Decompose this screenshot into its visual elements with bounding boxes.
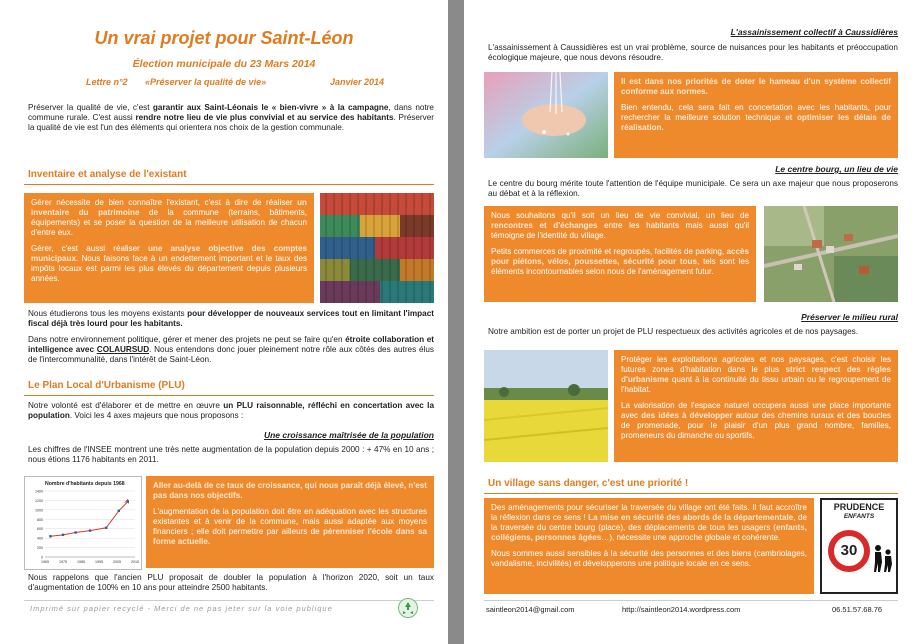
section-village-securite-title: Un village sans danger, c'est une priorité !: [488, 478, 689, 489]
section-centre-bourg-title: Le centre bourg, un lieu de vie: [775, 164, 898, 174]
chart-xtick-label: 2015: [131, 560, 139, 564]
election-subtitle: Élection municipale du 23 Mars 2014: [132, 58, 316, 70]
axis-croissance-title: Une croissance maîtrisée de la population: [263, 430, 434, 440]
intro-paragraph: Préserver la qualité de vie, c'est garantir aux Saint-Léonais le « bien-vivre » à la campagne, dans notre commune rurale. C'est aussi rendre notre lieu de vie plus convivial et au service des habitants. Préserver la qualité de vie est l'un des éléments qui orientera nos choix de la gestion communale.: [28, 103, 434, 133]
chart-ytick-label: 1200: [35, 498, 43, 503]
centre-bourg-box: Nous souhaitons qu'il soit un lieu de vie convivial, un lieu de rencontres et d'échanges entre les habitants mais aussi qu'il témoigne de l'identité du village. Petits commerces de proximité et regroupés, facilités de parking, accès pour piétons, vélos, poussettes, sécurité pour tous, tels sont les éléments incontournables selon nous de l'aménagement futur.: [484, 206, 756, 302]
section-inventaire-title: Inventaire et analyse de l'existant: [28, 169, 187, 180]
chart-data-point: [74, 531, 76, 533]
footer-divider: [24, 600, 434, 601]
chart-data-point: [127, 500, 129, 502]
letter-number: Lettre n°2: [86, 77, 128, 87]
centre-bourg-paragraph: Le centre du bourg mérite toute l'attention de l'équipe municipale. Ce sera un axe majeur que nous proposerons au débat et à la réflexion.: [488, 179, 898, 199]
assainissement-box: Il est dans nos priorités de doter le hameau d'un système collectif conforme aux normes. Bien entendu, cela sera fait en concertation avec les habitants, pour rechercher la meilleure solution technique et optimiser les délais de réalisation.: [614, 72, 898, 158]
milieu-rural-paragraph: Notre ambition est de porter un projet de PLU respectueux des activités agricoles et de nos paysages.: [488, 327, 859, 336]
section-plu-title: Le Plan Local d'Urbanisme (PLU): [28, 380, 185, 391]
aerial-village-photo: [764, 206, 898, 302]
sign-prudence-label: PRUDENCE: [833, 502, 885, 512]
chart-ytick-label: 600: [37, 527, 43, 532]
chart-xtick-label: 1985: [77, 560, 85, 564]
newsletter-title: Un vrai projet pour Saint-Léon: [94, 28, 354, 48]
chart-title: Nombre d'habitants depuis 1968: [45, 481, 125, 487]
prudence-enfants-sign: [820, 498, 898, 594]
collaboration-paragraph: Dans notre environnement politique, gérer et mener des projets ne peut se faire qu'en étroite collaboration et intelligence avec COLAURSUD. Nous entendons donc jouer pleinement notre rôle aux côtés des autres élus de l'intercommunalité, dans l'intérêt de Saint-Léon.: [28, 335, 434, 365]
plu-paragraph: Notre volonté est d'élaborer et de mettre en œuvre un PLU raisonnable, réfléchi en concertation avec la population. Voici les 4 axes majeurs que nous proposons :: [28, 401, 435, 421]
population-chart: [24, 476, 142, 570]
children-crossing-icon: [872, 544, 894, 574]
chart-ytick-label: 0: [41, 555, 43, 560]
section-divider: [484, 493, 898, 494]
chart-data-point: [62, 534, 64, 536]
letter-info-line: [0, 77, 448, 89]
chart-xtick-label: 2005: [113, 560, 121, 564]
croissance-box: Aller au-delà de ce taux de croissance, qui nous paraît déjà élevé, n'est pas dans nos objectifs. L'augmentation de la population doit être en adéquation avec les structures existantes et à venir de la commune, mais aussi adaptée aux moyens financiers ; elle doit permettre par ailleurs de pérenniser l'école dans sa forme actuelle.: [146, 476, 434, 568]
insee-paragraph: Les chiffres de l'INSEE montrent une très nette augmentation de la population depuis 2000 : + 47% en 10 ans ; nous étions 1176 habitants en 2011.: [28, 445, 434, 465]
section-divider: [24, 395, 434, 396]
chart-ytick-label: 800: [37, 517, 43, 522]
speed-limit-icon: [828, 530, 870, 572]
left-page: [0, 0, 448, 644]
ancien-plu-paragraph: Nous rappelons que l'ancien PLU proposait de doubler la population à l'horizon 2020, soit un taux d'augmentation de 100% en 10 ans pour atteindre 2500 habitants.: [28, 573, 434, 593]
contact-phone: 06.51.57.68.76: [832, 605, 883, 614]
chart-ytick-label: 1000: [35, 508, 43, 513]
chart-data-point: [89, 529, 91, 531]
chart-xtick-label: 1975: [59, 560, 67, 564]
containers-photo: [320, 193, 434, 303]
footer-divider: [484, 600, 898, 601]
chart-ytick-label: 1400: [35, 489, 43, 494]
sign-enfants-label: ENFANTS: [843, 513, 875, 520]
study-paragraph: Nous étudierons tous les moyens existants pour développer de nouveaux services tout en limitant l'impact fiscal déjà très lourd pour les habitants.: [28, 309, 435, 329]
rapeseed-field-photo: [484, 350, 608, 462]
speed-limit-value: 30: [840, 542, 858, 559]
recycled-paper-notice: Imprimé sur papier recyclé - Merci de ne pas jeter sur la voie publique: [30, 604, 333, 613]
water-hands-photo: [484, 72, 608, 158]
population-chart-svg: [25, 477, 141, 569]
chart-data-point: [118, 510, 120, 512]
inventaire-box: Gérer nécessite de bien connaître l'existant, c'est à dire de réaliser un inventaire du patrimoine de la commune (terrains, bâtiments, équipements) et se poser la question de la meilleure utilisation de chacun d'entre eux. Gérer, c'est aussi réaliser une analyse objective des comptes municipaux. Nous faisons face à un endettement important et le taux des impôts locaux est parmi les plus élevés du département depuis plusieurs années.: [24, 193, 314, 303]
section-milieu-rural-title: Préserver le milieu rural: [801, 312, 898, 322]
colaursud-name: COLAURSUD: [96, 345, 150, 355]
milieu-rural-box: Protéger les exploitations agricoles et nos paysages, c'est choisir les futures zones d'habitation dans le plus strict respect des règles d'urbanisme quant à la continuité du tissu urbain ou le regroupement de l'habitat. La valorisation de l'espace naturel occupera aussi une place importante avec des idées à développer autour des chemins ruraux et des boucles de promenade, pour le plaisir d'un plus grand nombre, familles, promeneurs du dimanche ou sportifs.: [614, 350, 898, 462]
section-assainissement-title: L'assainissement collectif à Caussidières: [730, 27, 898, 37]
chart-ytick-label: 400: [37, 536, 43, 541]
chart-ytick-label: 200: [37, 546, 43, 551]
recycle-icon: [398, 598, 418, 618]
village-securite-box: Des aménagements pour sécuriser la traversée du village ont été faits. Il faut accroître la réflexion dans ce sens ! La mise en sécurité des abords de la départementale, de la traversée du centre bourg (place), des déplacements de tous les usagers (enfants, collégiens, personnes âgées…), nécessite une approche globale et cohérente. Nous sommes aussi sensibles à la sécurité des personnes et des biens (cambriolages, vandalisme, incivilités) et développerons une politique locale en ce sens.: [484, 498, 814, 594]
letter-date: Janvier 2014: [330, 77, 385, 87]
chart-xtick-label: 1965: [41, 560, 49, 564]
section-divider: [24, 184, 434, 185]
assainissement-paragraph: L'assainissement à Caussidières est un vrai problème, source de nuisances pour les habitants et préoccupation écologique majeure, que nous devons résoudre.: [488, 43, 898, 63]
contact-email-link[interactable]: saintleon2014@gmail.com: [486, 605, 575, 614]
chart-xtick-label: 1995: [95, 560, 103, 564]
website-link[interactable]: http://saintleon2014.wordpress.com: [622, 605, 741, 614]
right-page: [464, 0, 912, 644]
letter-theme: «Préserver la qualité de vie»: [145, 77, 267, 87]
chart-data-point: [49, 535, 51, 537]
chart-data-point: [105, 527, 107, 529]
